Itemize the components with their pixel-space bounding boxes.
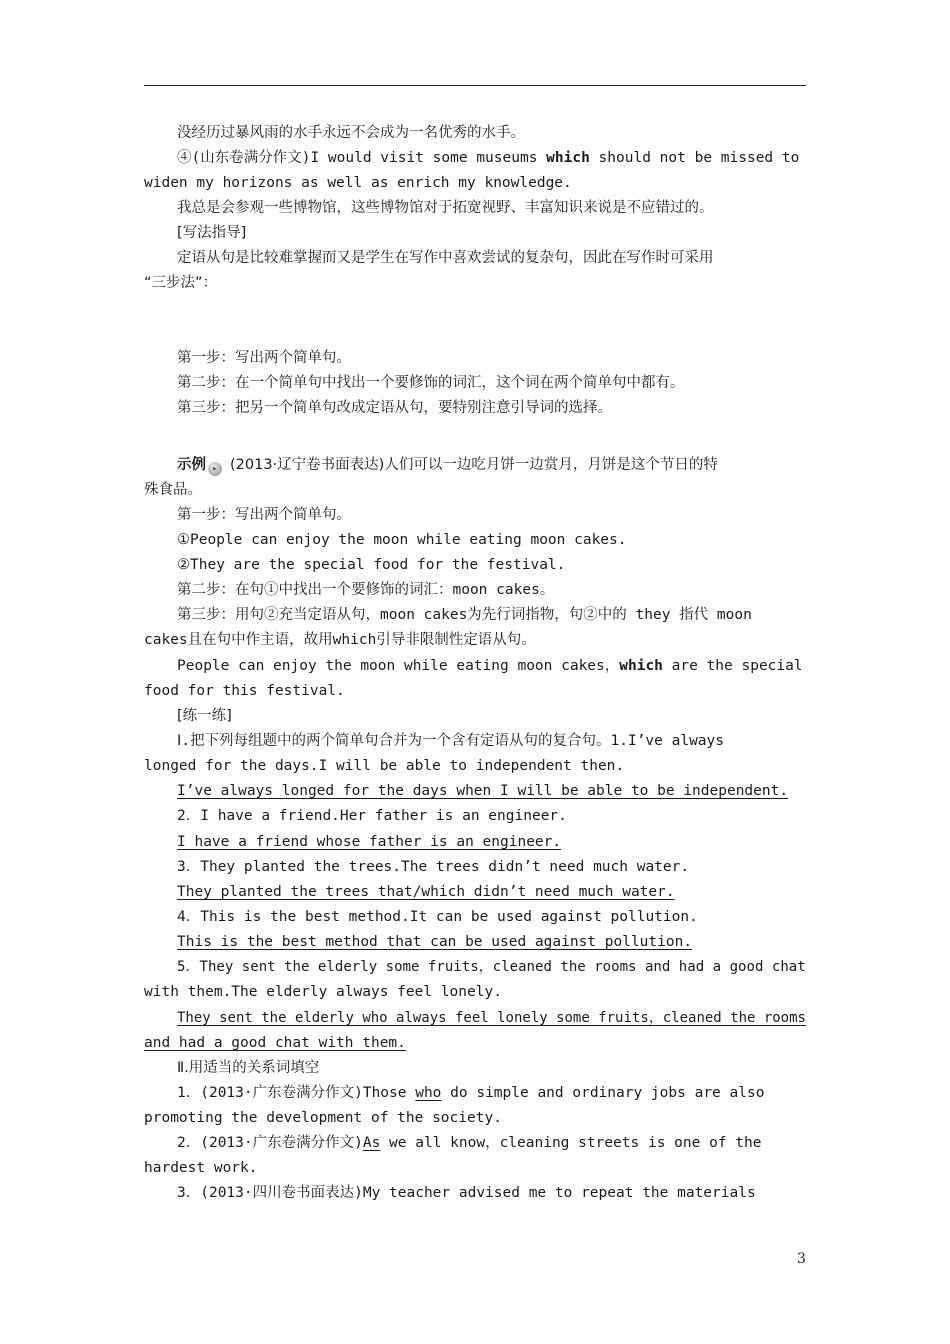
text-line: food for this festival. bbox=[144, 683, 345, 699]
exercise-question bbox=[177, 1083, 806, 1103]
step-line: 第一步：写出两个简单句。 bbox=[177, 350, 351, 366]
text-line: 殊食品。 bbox=[144, 482, 202, 498]
text-line bbox=[177, 656, 806, 676]
exercise-question: promoting the development of the society. bbox=[144, 1110, 502, 1126]
exercise-question: 3．They planted the trees.The trees didn’t need much water. bbox=[177, 859, 690, 875]
question-text: 1．(2013·广东卷满分作文)Those bbox=[177, 1085, 416, 1101]
example-sentence: are the special bbox=[662, 658, 803, 674]
arrow-icon: ▸ bbox=[208, 462, 222, 476]
example-sentence: should not be missed to bbox=[589, 150, 800, 166]
example-sentence: ④(山东卷满分作文)I would visit some museums bbox=[177, 150, 547, 166]
example-text: (2013·辽宁卷书面表达)人们可以一边吃月饼一边赏月，月饼是这个节日的特 bbox=[230, 457, 718, 473]
exercise-question: 5．They sent the elderly some fruits，cleaned the rooms and had a good chat bbox=[177, 959, 806, 975]
step-line: 第二步：在句①中找出一个要修饰的词汇：moon cakes。 bbox=[177, 582, 555, 598]
answer-line: I have a friend whose father is an engineer. bbox=[177, 834, 562, 850]
step-line: 第三步：把另一个简单句改成定语从句，要特别注意引导词的选择。 bbox=[177, 400, 612, 416]
question-text: we all know，cleaning streets is one of the bbox=[380, 1135, 762, 1151]
question-text: 2．(2013·广东卷满分作文) bbox=[177, 1135, 363, 1151]
section-heading: [写法指导] bbox=[177, 225, 247, 241]
exercise-instruction: Ⅰ.把下列每组题中的两个简单句合并为一个含有定语从句的复合句。1.I’ve always bbox=[177, 733, 724, 749]
exercise-question bbox=[177, 1133, 806, 1153]
answer-line: They planted the trees that/which didn’t need much water. bbox=[177, 884, 675, 900]
answer-line: This is the best method that can be used against pollution. bbox=[177, 934, 693, 950]
exercise-question: 3．(2013·四川卷书面表达)My teacher advised me to repeat the materials bbox=[177, 1185, 756, 1201]
text-line: “三步法”： bbox=[144, 275, 218, 291]
answer-line: and had a good chat with them. bbox=[144, 1035, 406, 1051]
answer-line: I’ve always longed for the days when I will be able to be independent. bbox=[177, 783, 789, 799]
example-heading bbox=[177, 455, 806, 476]
section-heading: [练一练] bbox=[177, 708, 232, 724]
relative-word: which bbox=[546, 150, 590, 166]
answer-blank: As bbox=[362, 1135, 381, 1151]
step-line: 第二步：在一个简单句中找出一个要修饰的词汇，这个词在两个简单句中都有。 bbox=[177, 375, 685, 391]
header-rule bbox=[144, 85, 806, 86]
page-number: 3 bbox=[797, 1251, 806, 1267]
exercise-question: longed for the days.I will be able to independent then. bbox=[144, 758, 625, 774]
text-line: 定语从句是比较难掌握而又是学生在写作中喜欢尝试的复杂句，因此在写作时可采用 bbox=[177, 250, 714, 266]
example-sentence: People can enjoy the moon while eating moon cakes， bbox=[177, 658, 620, 674]
text-line: ①People can enjoy the moon while eating moon cakes. bbox=[177, 532, 627, 548]
answer-line: They sent the elderly who always feel lonely some fruits，cleaned the rooms bbox=[177, 1010, 806, 1026]
text-line: 没经历过暴风雨的水手永远不会成为一名优秀的水手。 bbox=[177, 125, 525, 141]
exercise-question: with them.The elderly always feel lonely. bbox=[144, 984, 502, 1000]
section-heading: Ⅱ.用适当的关系词填空 bbox=[177, 1060, 320, 1076]
text-line: cakes且在句中作主语，故用which引导非限制性定语从句。 bbox=[144, 632, 536, 648]
exercise-question: 4．This is the best method.It can be used against pollution. bbox=[177, 909, 698, 925]
exercise-question: hardest work. bbox=[144, 1160, 258, 1176]
text-line: 我总是会参观一些博物馆，这些博物馆对于拓宽视野、丰富知识来说是不应错过的。 bbox=[177, 200, 714, 216]
step-line: 第一步：写出两个简单句。 bbox=[177, 507, 351, 523]
step-line: 第三步：用句②充当定语从句，moon cakes为先行词指物，句②中的 they 指代 moon bbox=[177, 607, 752, 623]
answer-blank: who bbox=[415, 1085, 442, 1101]
example-label: 示例 bbox=[177, 457, 206, 473]
text-line: widen my horizons as well as enrich my knowledge. bbox=[144, 175, 572, 191]
text-line: ②They are the special food for the festival. bbox=[177, 557, 566, 573]
text-line bbox=[177, 148, 806, 168]
exercise-question: 2．I have a friend.Her father is an engineer. bbox=[177, 808, 567, 824]
relative-word: which bbox=[619, 658, 663, 674]
question-text: do simple and ordinary jobs are also bbox=[441, 1085, 765, 1101]
